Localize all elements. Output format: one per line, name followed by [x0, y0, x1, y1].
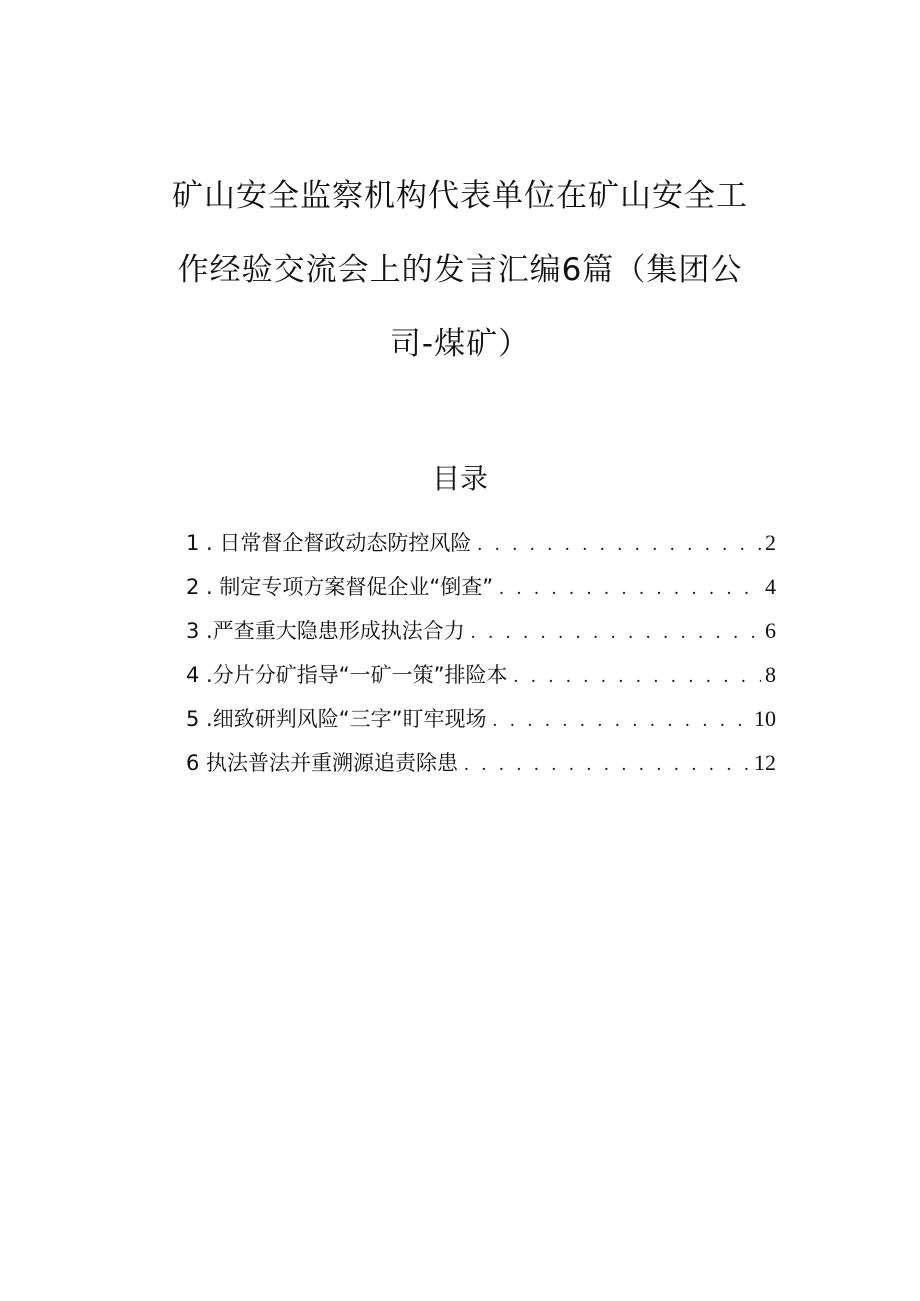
title-line-1: 矿山安全监察机构代表单位在矿山安全工 — [172, 178, 748, 214]
toc-entry-4[interactable] — [186, 660, 776, 704]
toc-entry-page: 4 — [765, 574, 776, 599]
document-title — [150, 176, 770, 398]
toc-entry-2[interactable] — [186, 572, 776, 616]
dot-leader — [471, 618, 761, 648]
toc-entry-6[interactable] — [186, 748, 776, 792]
toc-entry-label: 2 . 制定专项方案督促企业“倒查” — [186, 575, 494, 599]
toc-entry-page: 6 — [765, 618, 776, 643]
toc-entry-label: 5 .细致研判风险“三字”盯牢现场 — [186, 707, 487, 731]
toc-heading: 目录 — [431, 462, 488, 495]
toc-entry-page: 12 — [754, 750, 776, 775]
toc-entry-1[interactable] — [186, 528, 776, 572]
table-of-contents — [186, 528, 776, 792]
dot-leader — [513, 662, 761, 692]
dot-leader — [464, 750, 750, 780]
toc-entry-label: 1 . 日常督企督政动态防控风险 — [186, 531, 472, 555]
dot-leader — [477, 530, 761, 560]
dot-leader — [492, 706, 750, 736]
toc-entry-page: 2 — [765, 530, 776, 555]
toc-entry-5[interactable] — [186, 704, 776, 748]
toc-entry-3[interactable] — [186, 616, 776, 660]
dot-leader — [499, 574, 761, 604]
toc-entry-label: 3 .严查重大隐患形成执法合力 — [186, 619, 465, 643]
toc-entry-page: 8 — [765, 662, 776, 687]
toc-entry-label: 4 .分片分矿指导“一矿一策”排险本 — [186, 663, 508, 687]
title-line-2: 作经验交流会上的发言汇编6篇（集团公 — [177, 252, 743, 288]
title-line-3: 司-煤矿） — [389, 326, 531, 362]
toc-entry-label: 6 执法普法并重溯源追责除患 — [186, 751, 459, 775]
toc-entry-page: 10 — [754, 706, 776, 731]
